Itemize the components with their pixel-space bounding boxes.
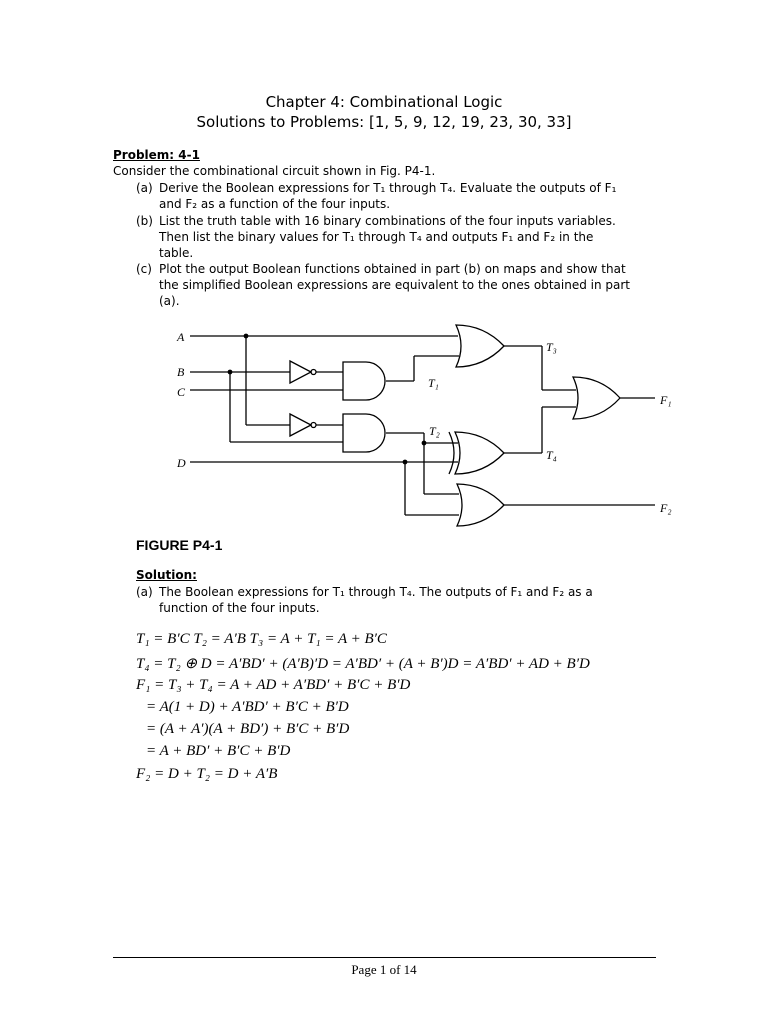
page-title: Chapter 4: Combinational Logic [265, 93, 503, 111]
junction-d [403, 460, 408, 465]
equation-t4: T₄ = T₂ ⊕ D = A′BD′ + (A′B)′D = A′BD′ + (A + B′)D = A′BD′ + AD + B′D [136, 656, 590, 672]
page-number: Page 1 of 14 [351, 962, 417, 977]
footer-divider [113, 957, 656, 958]
junction-b [228, 370, 233, 375]
label-f2: F₂ [660, 501, 672, 515]
part-b-line-3: table. [159, 246, 194, 260]
or-gate-t3 [456, 325, 504, 367]
junction-t2 [422, 441, 427, 446]
figure-caption: FIGURE P4-1 [136, 537, 223, 553]
label-c: C [177, 385, 186, 399]
or-gate-f1 [573, 377, 620, 419]
equation-f1: F₁ = T₃ + T₄ = A + AD + A′BD′ + B′C + B′D [136, 677, 411, 693]
solution-marker: (a) [136, 585, 153, 599]
part-c-marker: (c) [136, 262, 152, 276]
xor-gate-arc [449, 432, 454, 474]
part-c-line-2: the simplified Boolean expressions are equivalent to the ones obtained in part [159, 278, 630, 292]
page-subtitle: Solutions to Problems: [1, 5, 9, 12, 19, 23, 30, 33] [196, 113, 572, 131]
label-a: A [177, 330, 185, 344]
part-c-line-1: Plot the output Boolean functions obtained in part (b) on maps and show that [159, 262, 626, 276]
part-b-marker: (b) [136, 214, 153, 228]
equation-f2: F₂ = D + T₂ = D + A′B [136, 766, 278, 782]
label-f1: F₁ [660, 393, 672, 407]
equation-f1-step-3: = A + BD′ + B′C + B′D [146, 743, 291, 759]
problem-intro: Consider the combinational circuit shown in Fig. P4-1. [113, 164, 436, 178]
part-c-line-3: (a). [159, 294, 180, 308]
label-t4: T₄ [546, 448, 557, 462]
not-gate-b [290, 361, 311, 383]
solution-line-1: The Boolean expressions for T₁ through T₄. The outputs of F₁ and F₂ as a [159, 585, 593, 599]
label-b: B [177, 365, 185, 379]
solution-line-2: function of the four inputs. [159, 601, 320, 615]
junction-a [244, 334, 249, 339]
and-gate-t2 [343, 414, 385, 452]
part-a-line-2: and F₂ as a function of the four inputs. [159, 197, 391, 211]
label-t3: T₃ [546, 340, 557, 354]
equation-t1-t2-t3: T₁ = B′C T₂ = A′B T₃ = A + T₁ = A + B′C [136, 631, 387, 647]
part-a-marker: (a) [136, 181, 153, 195]
equation-f1-step-2: = (A + A′)(A + BD′) + B′C + B′D [146, 721, 350, 737]
or-gate-f2 [457, 484, 504, 526]
part-b-line-1: List the truth table with 16 binary combinations of the four inputs variables. [159, 214, 616, 228]
xor-gate-t4 [455, 432, 504, 474]
part-a-line-1: Derive the Boolean expressions for T₁ through T₄. Evaluate the outputs of F₁ [159, 181, 617, 195]
label-t2: T₂ [429, 424, 440, 438]
label-d: D [177, 456, 186, 470]
problem-heading: Problem: 4-1 [113, 148, 200, 162]
label-t1: T₁ [428, 376, 439, 390]
not-gate-a [290, 414, 311, 436]
part-b-line-2: Then list the binary values for T₁ through T₄ and outputs F₁ and F₂ in the [159, 230, 594, 244]
and-gate-t1 [343, 362, 385, 400]
equation-f1-step-1: = A(1 + D) + A′BD′ + B′C + B′D [146, 699, 349, 715]
solution-heading: Solution: [136, 568, 197, 582]
